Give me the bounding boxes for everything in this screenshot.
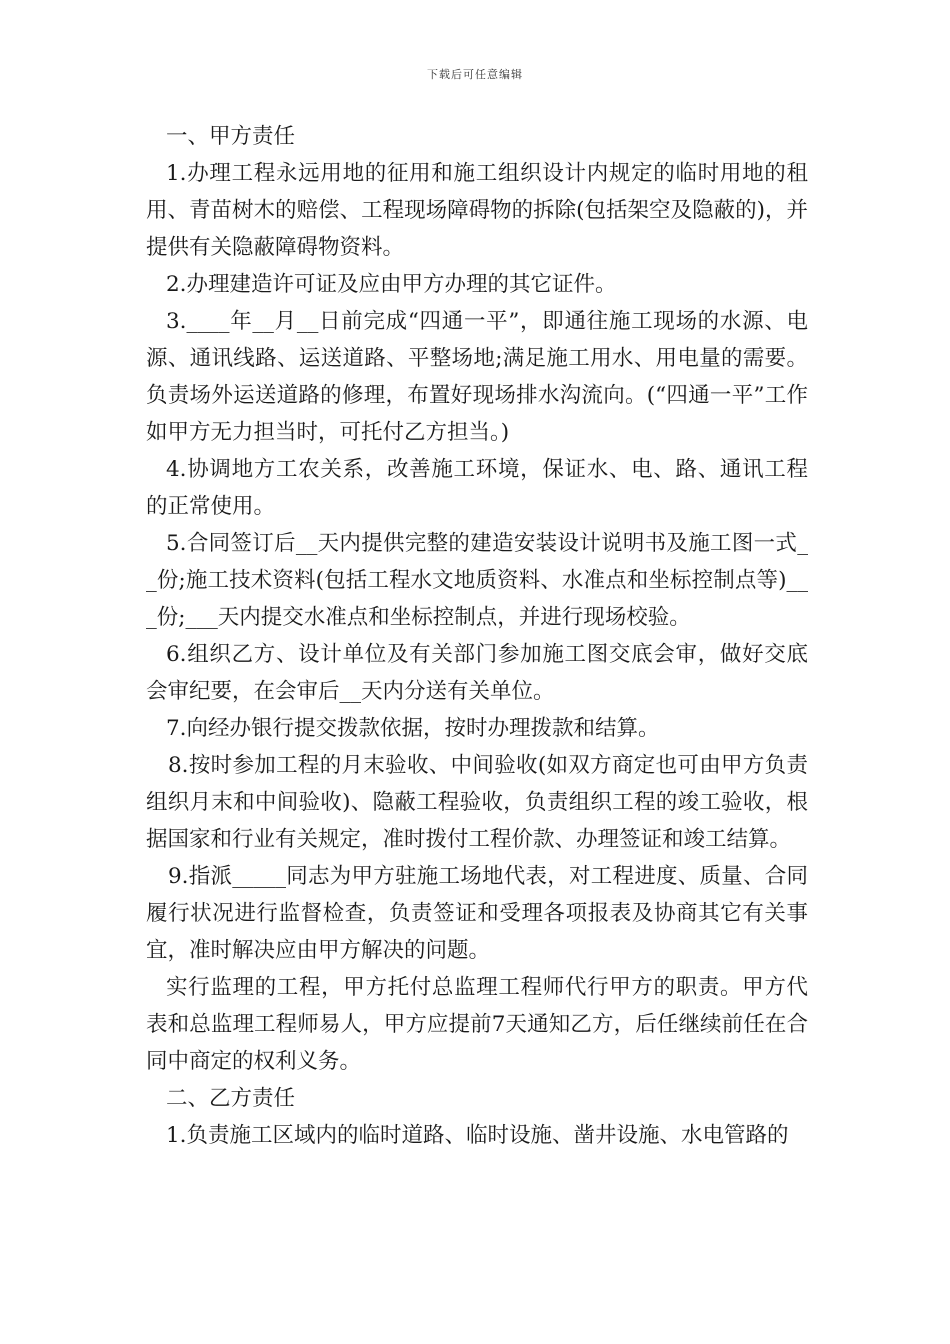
- document-body: [146, 118, 808, 1154]
- section-heading-party-b: 二、乙方责任: [166, 1086, 296, 1111]
- paragraph-a9: 9.指派_____同志为甲方驻施工场地代表，对工程进度、质量、合同履行状况进行监督检查，负责签证和受理各项报表及协商其它有关事宜，准时解决应由甲方解决的问题。: [146, 864, 808, 963]
- paragraph-a6: 6.组织乙方、设计单位及有关部门参加施工图交底会审，做好交底会审纪要，在会审后__天内分送有关单位。: [146, 642, 808, 704]
- paragraph-a5: 5.合同签订后__天内提供完整的建造安装设计说明书及施工图一式__份;施工技术资料(包括工程水文地质资料、水准点和坐标控制点等)___份;___天内提交水准点和坐标控制点，并进行现场校验。: [146, 531, 808, 630]
- paragraph-a7: 7.向经办银行提交拨款依据，按时办理拨款和结算。: [166, 716, 660, 741]
- paragraph-a4: 4.协调地方工农关系，改善施工环境，保证水、电、路、通讯工程的正常使用。: [146, 457, 808, 519]
- paragraph-a8: 8.按时参加工程的月末验收、中间验收(如双方商定也可由甲方负责组织月末和中间验收)、隐蔽工程验收，负责组织工程的竣工验收，根据国家和行业有关规定，准时拨付工程价款、办理签证和竣工结算。: [146, 753, 808, 852]
- paragraph-a1: 1.办理工程永远用地的征用和施工组织设计内规定的临时用地的租用、青苗树木的赔偿、工程现场障碍物的拆除(包括架空及隐蔽的)，并提供有关隐蔽障碍物资料。: [146, 161, 808, 260]
- paragraph-supervision: 实行监理的工程，甲方托付总监理工程师代行甲方的职责。甲方代表和总监理工程师易人，甲方应提前7天通知乙方，后任继续前任在合同中商定的权利义务。: [146, 975, 808, 1074]
- section-heading-party-a: 一、甲方责任: [166, 124, 296, 149]
- header-note: 下载后可任意编辑: [427, 68, 523, 81]
- paragraph-a3: 3.____年__月__日前完成“四通一平”，即通往施工现场的水源、电源、通讯线路、运送道路、平整场地;满足施工用水、用电量的需要。负责场外运送道路的修理，布置好现场排水沟流向。(“四通一平”工作如甲方无力担当时，可托付乙方担当。): [146, 309, 808, 445]
- paragraph-b1: 1.负责施工区域内的临时道路、临时设施、凿井设施、水电管路的: [166, 1123, 789, 1148]
- paragraph-a2: 2.办理建造许可证及应由甲方办理的其它证件。: [166, 272, 617, 297]
